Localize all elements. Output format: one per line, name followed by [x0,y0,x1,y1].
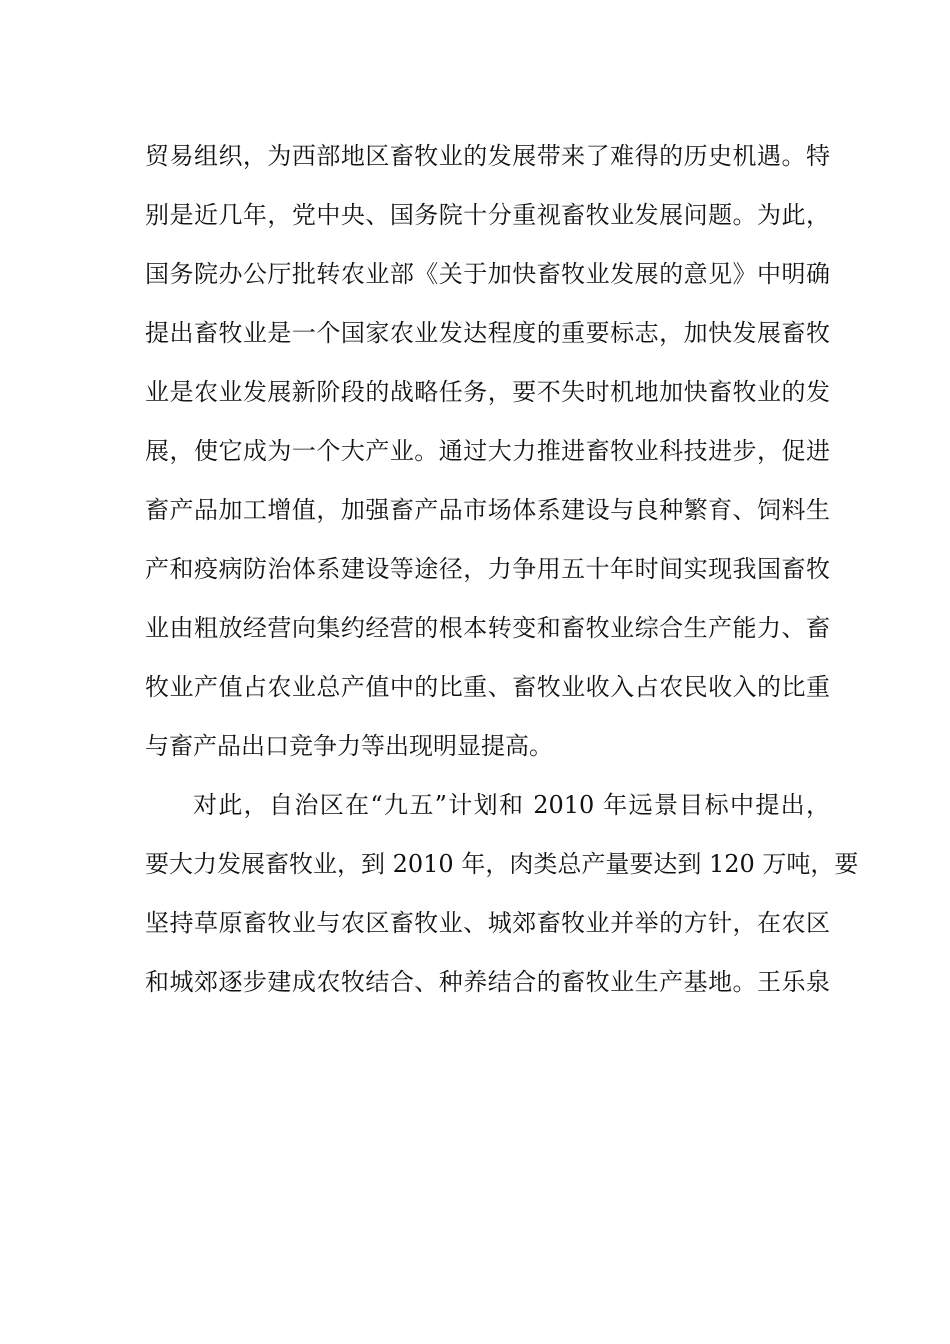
text-line: 业是农业发展新阶段的战略任务，要不失时机地加快畜牧业的发 [145,378,830,406]
text-line: 坚持草原畜牧业与农区畜牧业、城郊畜牧业并举的方针，在农区 [145,909,830,937]
text-line: 贸易组织，为西部地区畜牧业的发展带来了难得的历史机遇。特 [145,142,830,170]
text-line: 业由粗放经营向集约经营的根本转变和畜牧业综合生产能力、畜 [145,614,830,642]
paragraph-1 [145,130,830,779]
text-line: 和城郊逐步建成农牧结合、种养结合的畜牧业生产基地。王乐泉 [145,968,830,996]
text-line: 与畜产品出口竞争力等出现明显提高。 [145,732,553,760]
text-line: 要大力发展畜牧业，到 2010 年，肉类总产量要达到 120 万吨，要 [145,850,859,878]
document-body [145,130,859,1015]
text-line: 牧业产值占农业总产值中的比重、畜牧业收入占农民收入的比重 [145,673,830,701]
text-line: 别是近几年，党中央、国务院十分重视畜牧业发展问题。为此， [145,201,830,229]
text-line: 展，使它成为一个大产业。通过大力推进畜牧业科技进步，促进 [145,437,830,465]
paragraph-2 [145,779,859,1015]
text-line: 畜产品加工增值，加强畜产品市场体系建设与良种繁育、饲料生 [145,496,830,524]
text-line: 国务院办公厅批转农业部《关于加快畜牧业发展的意见》中明确 [145,260,830,288]
text-line: 产和疫病防治体系建设等途径，力争用五十年时间实现我国畜牧 [145,555,830,583]
text-line: 对此，自治区在“九五”计划和 2010 年远景目标中提出， [193,791,830,819]
text-line: 提出畜牧业是一个国家农业发达程度的重要标志，加快发展畜牧 [145,319,830,347]
